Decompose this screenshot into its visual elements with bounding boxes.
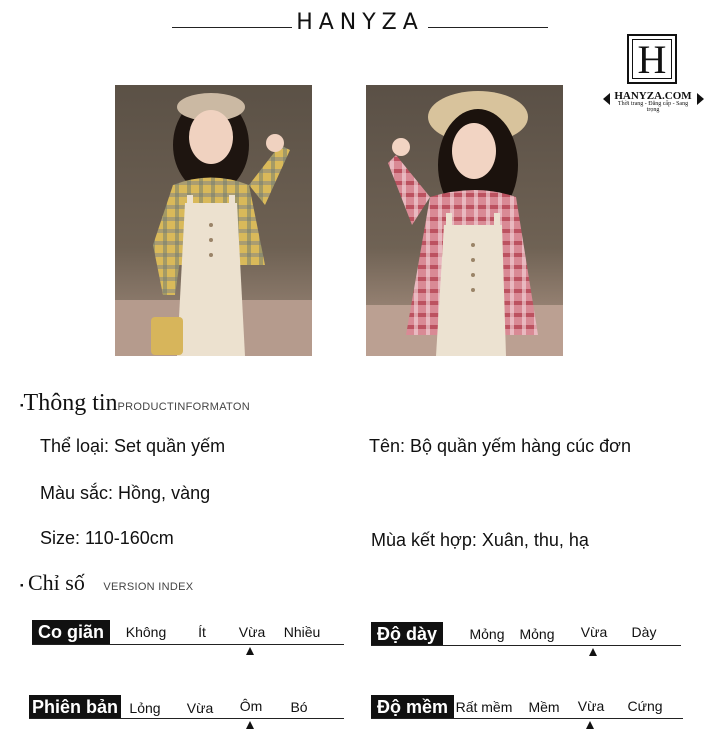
- index-section-subtitle: VERSION INDEX: [103, 581, 194, 593]
- scale-thickness-line: [371, 645, 681, 646]
- scale-softness-line: [371, 718, 683, 719]
- brand-title: HANYZA: [296, 10, 424, 35]
- logo-letter: H: [637, 36, 667, 82]
- scale-thickness-option-1: Mỏng: [469, 626, 505, 642]
- scale-thickness-option-3: Vừa: [580, 624, 608, 640]
- scale-fit-option-2: Vừa: [186, 700, 214, 716]
- scale-thickness-marker-icon: [589, 648, 597, 656]
- info-season: Mùa kết hợp: Xuân, thu, hạ: [371, 530, 589, 550]
- photo-yellow-outfit: [115, 85, 312, 356]
- scale-fit-label: Phiên bản: [29, 695, 121, 719]
- logo-name: HANYZA.COM: [614, 90, 692, 102]
- info-section-subtitle: PRODUCTINFORMATON: [117, 401, 250, 413]
- scale-softness-option-1: Rất mềm: [455, 699, 513, 715]
- scale-stretch-marker-icon: [246, 647, 254, 655]
- scale-stretch-option-2: Ít: [198, 624, 206, 640]
- scale-fit-line: [29, 718, 344, 719]
- info-product-name: Tên: Bộ quần yếm hàng cúc đơn: [369, 436, 631, 456]
- info-section-title: Thông tin: [23, 390, 118, 416]
- info-color: Màu sắc: Hồng, vàng: [40, 483, 211, 503]
- scale-thickness-label: Độ dày: [371, 622, 443, 646]
- header-rule-right: [428, 27, 548, 28]
- scale-stretch-option-3: Vừa: [238, 624, 266, 640]
- info-section-heading: [20, 390, 250, 417]
- scale-stretch-line: [32, 644, 344, 645]
- scale-stretch-option-4: Nhiều: [283, 624, 321, 640]
- index-section-title: Chỉ số: [28, 570, 85, 595]
- scale-softness-option-3: Vừa: [577, 698, 605, 714]
- scale-fit-option-4: Bó: [290, 699, 308, 715]
- scale-softness-marker-icon: [586, 721, 594, 729]
- bullet-icon: ▪: [20, 580, 24, 592]
- scale-stretch-option-1: Không: [125, 624, 167, 640]
- info-size: Size: 110-160cm: [40, 528, 174, 548]
- photo-pink-outfit: [366, 85, 563, 356]
- scale-thickness-option-4: Dày: [631, 624, 657, 640]
- scale-stretch-label: Co giãn: [32, 620, 110, 644]
- logo-arrow-left-icon: [603, 93, 610, 105]
- scale-fit-option-1: Lỏng: [129, 700, 161, 716]
- logo-tagline: Thời trang - Đẳng cấp - Sang trọng: [617, 101, 689, 113]
- scale-thickness-option-2: Mỏng: [519, 626, 555, 642]
- logo-arrow-right-icon: [697, 93, 704, 105]
- logo-mark: [627, 34, 677, 84]
- scale-softness-option-4: Cứng: [627, 698, 663, 714]
- scale-fit-marker-icon: [246, 721, 254, 729]
- scale-fit-option-3: Ôm: [239, 698, 263, 714]
- scale-softness-label: Độ mềm: [371, 695, 454, 719]
- index-section-heading: [20, 570, 193, 596]
- scale-softness-option-2: Mềm: [528, 699, 560, 715]
- info-category: Thể loại: Set quần yếm: [40, 436, 226, 456]
- bullet-icon: ▪: [20, 400, 24, 412]
